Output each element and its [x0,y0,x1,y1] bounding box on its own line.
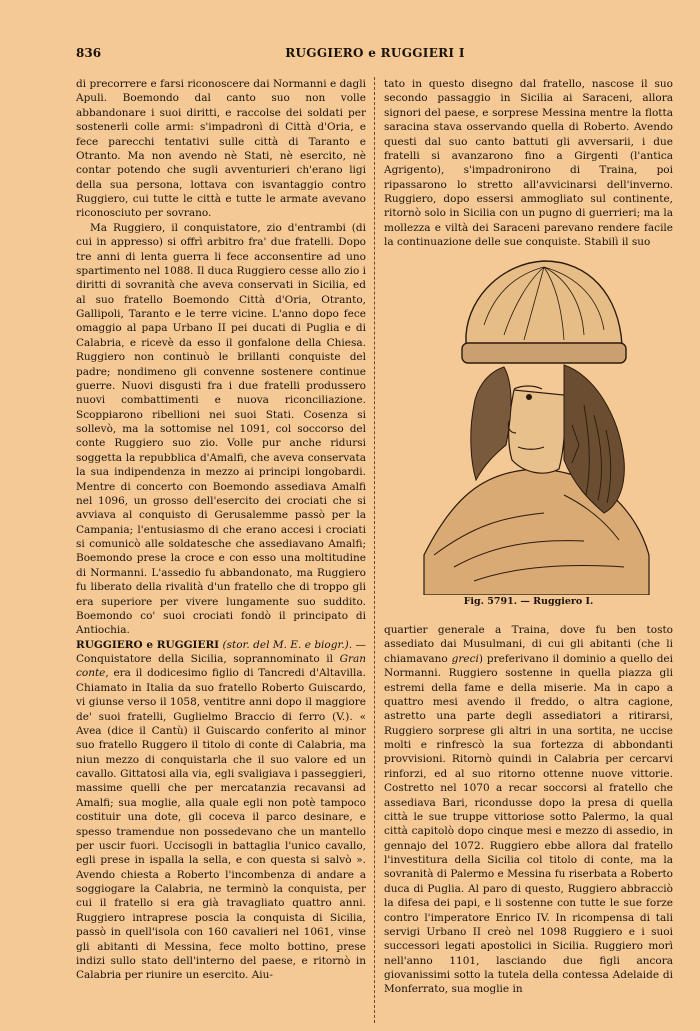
running-title: RUGGIERO e RUGGIERI I [285,46,465,60]
entry-epithet: Gran conte [76,653,366,680]
ruggiero-portrait-image [414,255,654,595]
paragraph-continuation: tato in questo disegno dal fratello, nascose il suo secondo passaggio in Sicilia ai Saraceni, allora signori del paese, e sorprese Messina mentre la flotta saracina stava osservando quella di Roberto. Avendo questi dal suo canto battuti gli avversarii, i due fratelli si avanzarono fino a Girgenti (l'antica Agrigento), s'impadronirono di Traina, poi ripassarono lo stretto all'avvicinarsi dell'inverno. Ruggiero, dopo essersi ammogliato sul continente, ritornò solo in Sicilia con un pugno di guerrieri; ma la mollezza e viltà dei Saraceni parevano rendere facile la continuazione delle sue conquiste. Stabilì il suo [384,78,673,249]
paragraph-text-part-1: quartier generale a Traina, dove fu ben tosto assediato dai Musulmani, di cui gli abitanti (che li chiamavano [384,624,673,665]
column-divider [374,77,375,1023]
paragraph-boemondo: di precorrere e farsi riconoscere dai Normanni e dagli Apuli. Boemondo dal canto suo non volle abbandonare i suoi diritti, e raccolse dei soldati per sostenerli colle armi: s'impadronì di Città d'Oria, e fece parecchi tentativi sulle città di Taranto e Otranto. Ma non avendo nè Stati, nè esercito, nè contar potendo che sugli avventurieri ch'erano ligi della sua persona, lottava con isvantaggio contro Ruggiero, cui tutte le città e tutte le armate avevano riconosciuto per sovrano. [76,78,366,220]
entry-text-part-2: , era il dodicesimo figlio di Tancredi d'Altavilla. Chiamato in Italia da suo fratello Roberto Guiscardo, vi giunse verso il 1058, ventitre anni dopo il maggiore de' suoi fratelli, Guglielmo Braccio di ferro (V.). « Avea (dice il Cantù) il Guiscardo conferito al minor suo fratello Ruggero il titolo di conte di Calabria, ma niun mezzo di conquistarla che il suo valore ed un cavallo. Gittatosi alla via, egli svaligiava i passeggieri, massime quelli che per mercatanzia recavansi ad Amalfi; sua moglie, alla quale egli non potè tampoco costituir una dote, gli coceva il parco desinare, e spesso tramendue non possedevano che un mantello per uscir fuori. Uccisogli in battaglia l'unico cavallo, egli prese in ispalla la sella, e con questa si salvò ». Avendo chiesta a Roberto l'incombenza di andare a soggiogare la Calabria, ne terminò la conquista, per cui il fratello si era già travagliato quattro anni. Ruggiero intraprese poscia la conquista di Sicilia, passò in quell'isola con 160 cavalieri nel 1061, vinse gli abitanti di Messina, fece molto bottino, prese indizi sullo stato dell'interno del paese, e ritornò in Calabria per riunire un esercito. Aiu- [76,667,366,982]
entry-text-part-1: — Conquistatore della Sicilia, soprannominato il [76,638,366,665]
page-number: 836 [76,46,102,60]
portrait-engraving [414,255,654,595]
term-greci: greci [451,652,479,665]
right-column-bottom [384,623,673,997]
right-column-top [384,77,673,250]
figure-caption: Fig. 5791. — Ruggiero I. [463,596,594,607]
left-column [76,77,366,983]
page-header [76,46,674,64]
entry-ruggiero-i [76,638,366,983]
entry-category-tag: (stor. del M. E. e biogr.). [222,638,353,651]
paragraph-traina [384,623,673,997]
paragraph-text-part-2: ) preferivano il dominio a quello dei Normanni. Ruggiero sostenne in quella piazza gli estremi della fame e della miserie. Ma in capo a quattro mesi avendo il freddo, o altra cagione, astretto una parte degli assediatori a ritirarsi, Ruggiero sorprese gli altri in una sortita, ne uccise molti e rinfrescò la sua fortezza di abbondanti provvisioni. Ritornò quindi in Calabria per cercarvi rinforzi, ed al suo ritorno ottenne nuove vittorie. Costretto nel 1070 a recar soccorsi al fratello che assediava Bari, ricondusse dopo la presa di quella città le sue truppe vittoriose sotto Palermo, la qual città capitolò dopo cinque mesi e mezzo di assedio, in gennajo del 1072. Ruggiero ebbe allora dal fratello l'investitura della Sicilia col titolo di conte, ma la sovranità di Palermo e Messina fu riserbata a Roberto duca di Puglia. Al paro di questo, Ruggiero abbracciò la difesa dei papi, e li sostenne con tutte le sue forze contro l'imperatore Enrico IV. In ricompensa di tali servigi Urbano II creò nel 1098 Ruggiero e i suoi successori legati apostolici in Sicilia. Ruggiero morì nell'anno 1101, lasciando due figli ancora giovanissimi sotto la tutela della contessa Adelaide di Monferrato, sua moglie in [384,652,673,996]
paragraph-ruggiero-duke: Ma Ruggiero, il conquistatore, zio d'entrambi (di cui in appresso) si offrì arbitro fra' due fratelli. Dopo tre anni di lenta guerra li fece acconsentire ad uno spartimento nel 1088. Il duca Ruggiero cesse allo zio i diritti di sovranità che aveva conservati in Sicilia, ed al suo fratello Boemondo Città d'Oria, Otranto, Gallipoli, Taranto e le terre vicine. L'anno dopo fece omaggio al papa Urbano II pei ducati di Puglia e di Calabria, e ricevè da esso il gonfalone della Chiesa. Ruggiero non continuò le brillanti conquiste del padre; nondimeno gli convenne sostenere continue guerre. Nuovi disgusti fra i due fratelli produssero nuovi combattimenti e nuova riconciliazione. Scoppiarono ribellioni nei suoi Stati. Cosenza si sollevò, ma la sottomise nel 1091, col soccorso del conte Ruggiero suo zio. Volle pur anche ridursi soggetta la repubblica d'Amalfi, che aveva conservata la sua indipendenza in mezzo ai principi longobardi. Mentre di concerto con Boemondo assediava Amalfi nel 1096, un grosso dell'esercito dei crociati che si avviava al conquisto di Gerusalemme passò per la Campania; l'entusiasmo di che erano accesi i crociati si comunicò alle soldatesche che assediavano Amalfi; Boemondo prese la croce e con esso una moltitudine di Normanni. L'assedio fu abbandonato, ma Ruggiero fu liberato della rivalità d'un fratello che di troppo gli era superiore per vivere lungamente suo suddito. Boemondo co' suoi crociati fondò il principato di Antiochia. [76,221,366,637]
entry-headword: RUGGIERO e RUGGIERI [76,638,220,651]
